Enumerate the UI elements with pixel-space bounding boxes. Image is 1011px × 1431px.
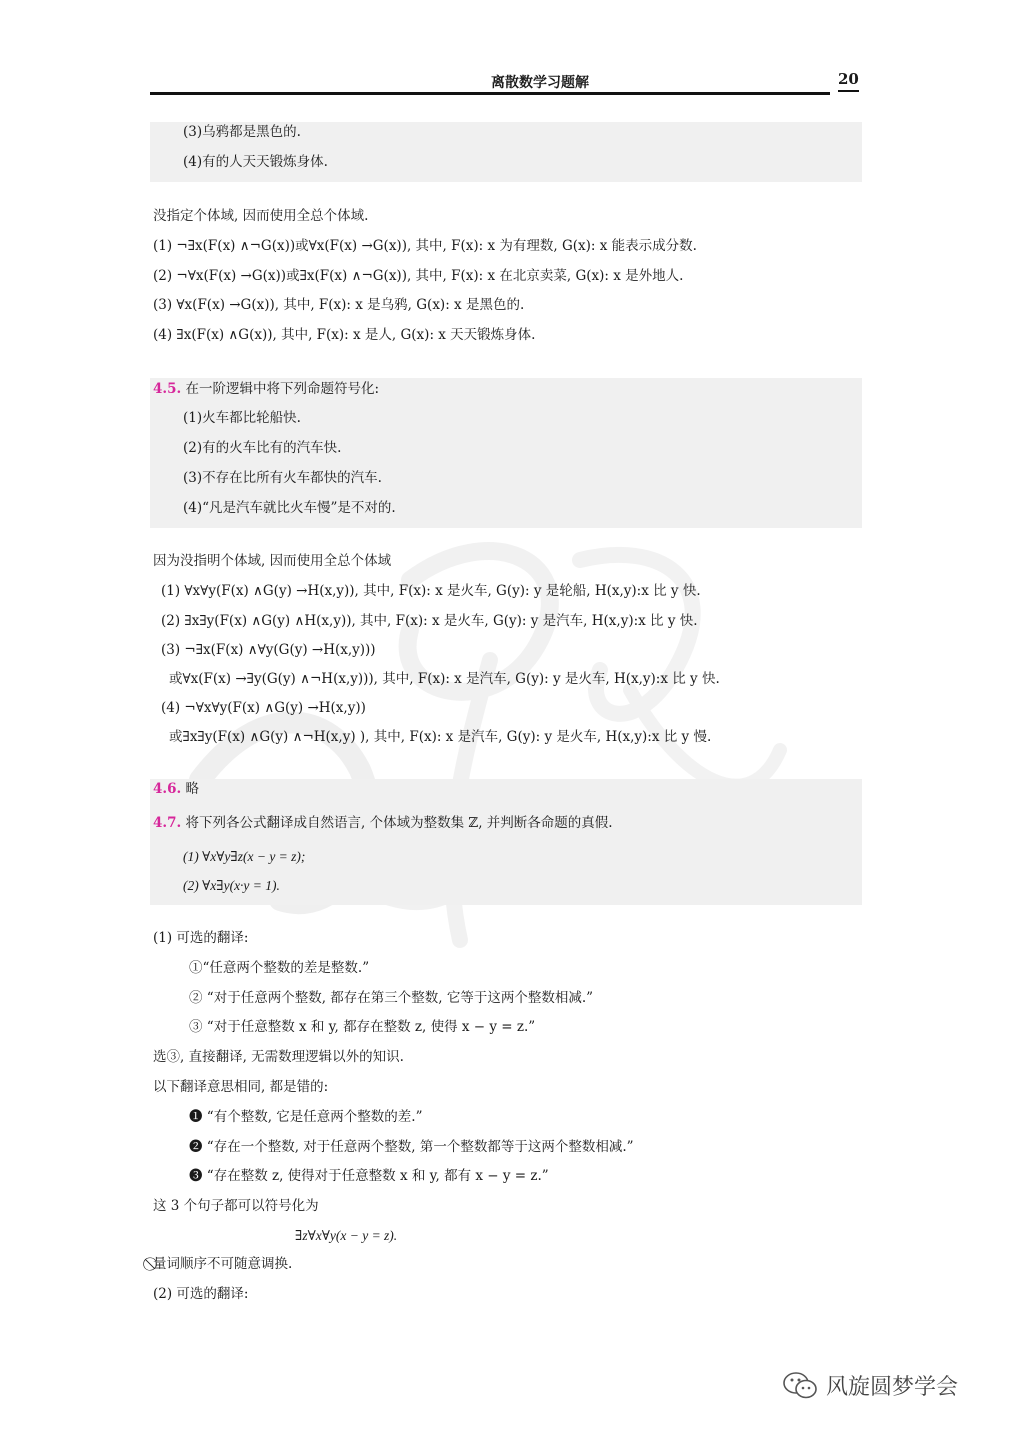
exercise-item: (3)乌鸦都是黑色的.: [183, 124, 301, 140]
solution-line: ①“任意两个整数的差是整数.”: [189, 960, 370, 976]
exercise-4-7-heading: [153, 814, 613, 832]
exercise-item: (3)不存在比所有火车都快的汽车.: [183, 470, 382, 486]
wechat-icon: [782, 1371, 818, 1401]
display-formula: ∃z∀x∀y(x − y = z).: [295, 1228, 398, 1243]
running-title: 离散数学习题解: [491, 75, 589, 91]
solution-line: 因为没指明个体域, 因而使用全总个体域: [153, 553, 392, 569]
exercise-prompt: 将下列各公式翻译成自然语言, 个体域为整数集 ℤ, 并判断各命题的真假.: [185, 815, 613, 831]
exercise-formula: (2) ∀x∃y(x·y = 1).: [183, 878, 280, 893]
solution-line: 或∃x∃y(F(x) ∧G(y) ∧¬H(x,y) ), 其中, F(x): x 是汽车, G(y): y 是火车, H(x,y):x 比 y 慢.: [169, 729, 712, 745]
exercise-4-6-heading: [153, 780, 199, 798]
warning-note: ⃠量词顺序不可随意调换.: [153, 1256, 293, 1272]
exercise-formula: (1) ∀x∀y∃z(x − y = z);: [183, 849, 306, 864]
solution-line: (2) 可选的翻译:: [153, 1286, 249, 1302]
exercise-item: (1)火车都比轮船快.: [183, 410, 301, 426]
exercise-prompt: 在一阶逻辑中将下列命题符号化:: [185, 381, 380, 397]
solution-line: ❷ “存在一个整数, 对于任意两个整数, 第一个整数都等于这两个整数相减.”: [189, 1139, 634, 1155]
exercise-prompt: 略: [185, 781, 199, 797]
solution-line: ③ “对于任意整数 x 和 y, 都存在整数 z, 使得 x − y = z.”: [189, 1019, 536, 1035]
header-rule: [150, 92, 830, 95]
solution-line: ❶ “有个整数, 它是任意两个整数的差.”: [189, 1109, 423, 1125]
footer-brand: [782, 1370, 958, 1401]
solution-line: (3) ¬∃x(F(x) ∧∀y(G(y) →H(x,y))): [161, 642, 376, 658]
solution-line: 选③, 直接翻译, 无需数理逻辑以外的知识.: [153, 1049, 404, 1065]
solution-line: 这 3 个句子都可以符号化为: [153, 1198, 319, 1214]
solution-line: (2) ∃x∃y(F(x) ∧G(y) ∧H(x,y)), 其中, F(x): x 是火车, G(y): y 是汽车, H(x,y):x 比 y 快.: [161, 613, 698, 629]
solution-line: (1) 可选的翻译:: [153, 930, 249, 946]
exercise-4-5-heading: [153, 380, 379, 398]
exercise-item: (4)有的人天天锻炼身体.: [183, 154, 328, 170]
solution-line: 没指定个体域, 因而使用全总个体域.: [153, 208, 369, 224]
solution-line: (1) ¬∃x(F(x) ∧¬G(x))或∀x(F(x) →G(x)), 其中, F(x): x 为有理数, G(x): x 能表示成分数.: [153, 238, 697, 254]
solution-line: (3) ∀x(F(x) →G(x)), 其中, F(x): x 是乌鸦, G(x): x 是黑色的.: [153, 297, 525, 313]
exercise-item: (4)“凡是汽车就比火车慢”是不对的.: [183, 500, 396, 516]
solution-line: (2) ¬∀x(F(x) →G(x))或∃x(F(x) ∧¬G(x)), 其中, F(x): x 在北京卖菜, G(x): x 是外地人.: [153, 268, 684, 284]
solution-line: ② “对于任意两个整数, 都存在第三个整数, 它等于这两个整数相减.”: [189, 990, 594, 1006]
exercise-number: 4.6.: [153, 781, 182, 797]
solution-line: 或∀x(F(x) →∃y(G(y) ∧¬H(x,y))), 其中, F(x): x 是汽车, G(y): y 是火车, H(x,y):x 比 y 快.: [169, 671, 720, 687]
solution-line: (4) ∃x(F(x) ∧G(x)), 其中, F(x): x 是人, G(x): x 天天锻炼身体.: [153, 327, 536, 343]
page-number: 20: [838, 70, 859, 92]
solution-line: ❸ “存在整数 z, 使得对于任意整数 x 和 y, 都有 x − y = z.”: [189, 1168, 549, 1184]
exercise-item: (2)有的火车比有的汽车快.: [183, 440, 342, 456]
footer-text: 风旋圆梦学会: [826, 1375, 959, 1400]
exercise-number: 4.7.: [153, 815, 182, 831]
solution-line: (4) ¬∀x∀y(F(x) ∧G(y) →H(x,y)): [161, 700, 366, 716]
solution-line: 以下翻译意思相同, 都是错的:: [153, 1079, 329, 1095]
exercise-number: 4.5.: [153, 381, 182, 397]
solution-line: (1) ∀x∀y(F(x) ∧G(y) →H(x,y)), 其中, F(x): x 是火车, G(y): y 是轮船, H(x,y):x 比 y 快.: [161, 583, 701, 599]
